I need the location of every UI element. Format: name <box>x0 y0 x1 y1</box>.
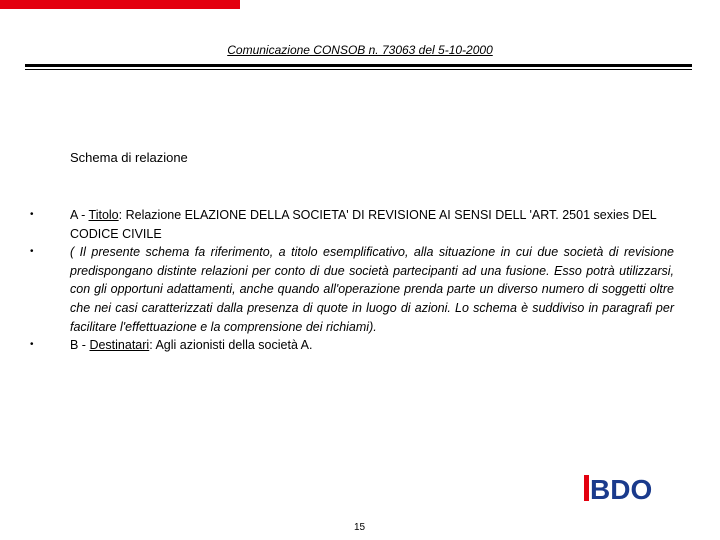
bullet-list <box>30 206 674 355</box>
page-title: Comunicazione CONSOB n. 73063 del 5-10-2000 <box>227 43 493 57</box>
note-text: ( Il presente schema fa riferimento, a titolo esemplificativo, alla situazione in cui due società di revisione predispongano distinte relazioni per conto di due società partecipanti ad una fusione. Esso potrà utilizzarsi, con gli opportuni adattamenti, anche quando all'operazione prenda parte un diverso numero di soggetti oltre che nei casi caratterizzati dalla presenza di quote in luogo di azioni. Lo schema è suddiviso in paragrafi per facilitare l'effettuazione e la comprensione dei richiami). <box>70 245 674 334</box>
bdo-logo <box>584 471 666 505</box>
destinatari-label: Destinatari <box>89 338 150 353</box>
logo-text: BDO <box>590 474 653 505</box>
list-item-destinatari <box>30 336 674 355</box>
page-number: 15 <box>354 522 366 533</box>
logo-red-stroke <box>584 475 589 501</box>
titolo-prefix: A - <box>70 208 89 222</box>
header-divider-thin <box>25 69 692 70</box>
bullet-icon: • <box>30 209 34 220</box>
header-divider-thick <box>25 64 692 67</box>
section-heading: Schema di relazione <box>70 150 188 165</box>
destinatari-prefix: B - <box>70 338 90 353</box>
destinatari-text: : Agli azionisti della società A. <box>149 338 313 353</box>
list-item-titolo <box>30 206 674 243</box>
top-red-bar <box>0 0 240 9</box>
bullet-icon: • <box>30 246 34 258</box>
bullet-icon: • <box>30 339 34 351</box>
titolo-label: Titolo <box>88 208 119 222</box>
list-item-note <box>30 243 674 336</box>
titolo-text: : Relazione ELAZIONE DELLA SOCIETA' DI REVISIONE AI SENSI DELL 'ART. 2501 sexies DEL CODICE CIVILE <box>70 208 657 241</box>
